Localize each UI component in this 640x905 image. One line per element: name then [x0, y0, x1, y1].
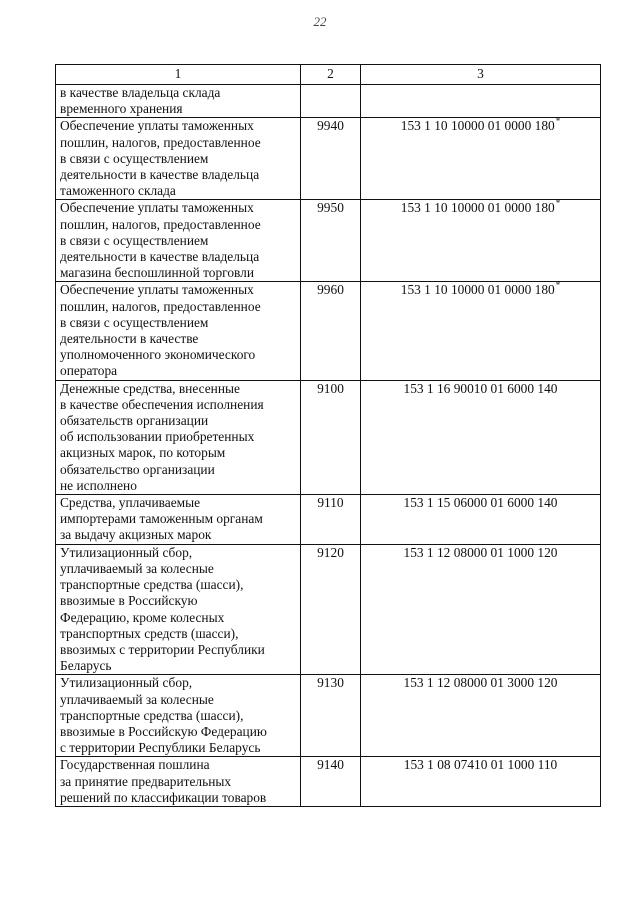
budget-classification-code-cell: [361, 85, 601, 118]
budget-classification-code: 153 1 10 10000 01 0000 180: [400, 200, 555, 216]
description-line: за принятие предварительных: [60, 773, 232, 789]
description-line: обязательств организации: [60, 413, 209, 429]
description-line: импортерами таможенным органам: [60, 511, 263, 527]
description-line: Обеспечение уплаты таможенных: [60, 282, 254, 298]
description-line: с территории Республики Беларусь: [60, 740, 261, 756]
table-body: [56, 85, 601, 807]
payment-code-cell: 9120: [301, 544, 361, 675]
budget-classification-code: 153 1 15 06000 01 6000 140: [403, 495, 558, 511]
description-line: Утилизационный сбор,: [60, 675, 193, 691]
page-number: 22: [313, 14, 327, 29]
description-line: Беларусь: [60, 658, 112, 674]
description-line: Государственная пошлина: [60, 757, 210, 773]
description-line: деятельности в качестве владельца: [60, 167, 260, 183]
footnote-marker: *: [555, 198, 561, 209]
description-line: уплачиваемый за колесные: [60, 691, 214, 707]
budget-classification-code: 153 1 12 08000 01 3000 120: [403, 675, 558, 691]
table-row: [56, 200, 601, 282]
description-line: уполномоченного экономического: [60, 347, 256, 363]
description-line: уплачиваемый за колесные: [60, 560, 214, 576]
description-line: об использовании приобретенных: [60, 429, 255, 445]
payment-code-cell: 9960: [301, 282, 361, 380]
description-line: Средства, уплачиваемые: [60, 495, 201, 511]
payment-description-cell: [56, 118, 301, 200]
budget-classification-code-cell: [361, 118, 601, 200]
payment-description-cell: [56, 85, 301, 118]
table-row: [56, 757, 601, 807]
description-line: акцизных марок, по которым: [60, 445, 226, 461]
budget-classification-code-cell: [361, 757, 601, 807]
column-header-1: 1: [56, 65, 301, 85]
description-line: Федерацию, кроме колесных: [60, 609, 225, 625]
description-line: ввозимые в Российскую: [60, 593, 198, 609]
table-row: [56, 495, 601, 545]
description-line: временного хранения: [60, 101, 183, 117]
table-row: [56, 544, 601, 675]
payment-description-cell: [56, 544, 301, 675]
description-line: в связи с осуществлением: [60, 232, 209, 248]
payment-description-cell: [56, 495, 301, 545]
payment-code-cell: [301, 85, 361, 118]
column-header-2: 2: [301, 65, 361, 85]
budget-classification-code: 153 1 10 10000 01 0000 180: [400, 118, 555, 134]
table-row: [56, 118, 601, 200]
description-line: деятельности в качестве: [60, 331, 199, 347]
description-line: Денежные средства, внесенные: [60, 380, 240, 396]
budget-classification-code: 153 1 08 07410 01 1000 110: [403, 757, 558, 773]
payment-description-cell: [56, 757, 301, 807]
description-line: деятельности в качестве владельца: [60, 249, 260, 265]
budget-classification-code-cell: [361, 200, 601, 282]
description-line: Обеспечение уплаты таможенных: [60, 200, 254, 216]
column-header-3: 3: [361, 65, 601, 85]
budget-classification-code-cell: [361, 380, 601, 494]
description-line: в связи с осуществлением: [60, 150, 209, 166]
payment-description-cell: [56, 380, 301, 494]
description-line: решений по классификации товаров: [60, 789, 267, 805]
description-line: магазина беспошлинной торговли: [60, 265, 255, 281]
table-row: [56, 282, 601, 380]
description-line: транспортные средства (шасси),: [60, 707, 244, 723]
description-line: Обеспечение уплаты таможенных: [60, 118, 254, 134]
description-line: транспортных средств (шасси),: [60, 625, 239, 641]
payment-code-cell: 9130: [301, 675, 361, 757]
budget-classification-code-cell: [361, 544, 601, 675]
table-row: [56, 380, 601, 494]
description-line: в качестве владельца склада: [60, 85, 221, 100]
description-line: пошлин, налогов, предоставленное: [60, 216, 261, 232]
payment-code-cell: 9110: [301, 495, 361, 545]
payment-codes-table: [55, 64, 601, 807]
budget-classification-code-cell: [361, 495, 601, 545]
description-line: за выдачу акцизных марок: [60, 527, 212, 543]
payment-code-cell: 9140: [301, 757, 361, 807]
payment-description-cell: [56, 675, 301, 757]
description-line: ввозимые в Российскую Федерацию: [60, 723, 267, 739]
description-line: в качестве обеспечения исполнения: [60, 396, 264, 412]
description-line: пошлин, налогов, предоставленное: [60, 134, 261, 150]
description-line: транспортные средства (шасси),: [60, 577, 244, 593]
payment-code-cell: 9940: [301, 118, 361, 200]
footnote-marker: *: [555, 280, 561, 291]
description-line: Утилизационный сбор,: [60, 544, 193, 560]
description-line: таможенного склада: [60, 183, 176, 199]
budget-classification-code-cell: [361, 282, 601, 380]
budget-classification-code: 153 1 10 10000 01 0000 180: [400, 282, 555, 298]
payment-code-cell: 9100: [301, 380, 361, 494]
payment-code-cell: 9950: [301, 200, 361, 282]
table-row: [56, 675, 601, 757]
payment-description-cell: [56, 282, 301, 380]
budget-classification-code-cell: [361, 675, 601, 757]
description-line: обязательство организации: [60, 461, 215, 477]
description-line: ввозимых с территории Республики: [60, 641, 265, 657]
table-header-row: [56, 65, 601, 85]
payment-description-cell: [56, 200, 301, 282]
table-row: [56, 85, 601, 118]
description-line: пошлин, налогов, предоставленное: [60, 298, 261, 314]
description-line: не исполнено: [60, 477, 137, 493]
budget-classification-code: 153 1 16 90010 01 6000 140: [403, 380, 558, 396]
budget-classification-code: 153 1 12 08000 01 1000 120: [403, 544, 558, 560]
footnote-marker: *: [555, 116, 561, 127]
description-line: в связи с осуществлением: [60, 314, 209, 330]
description-line: оператора: [60, 363, 118, 379]
